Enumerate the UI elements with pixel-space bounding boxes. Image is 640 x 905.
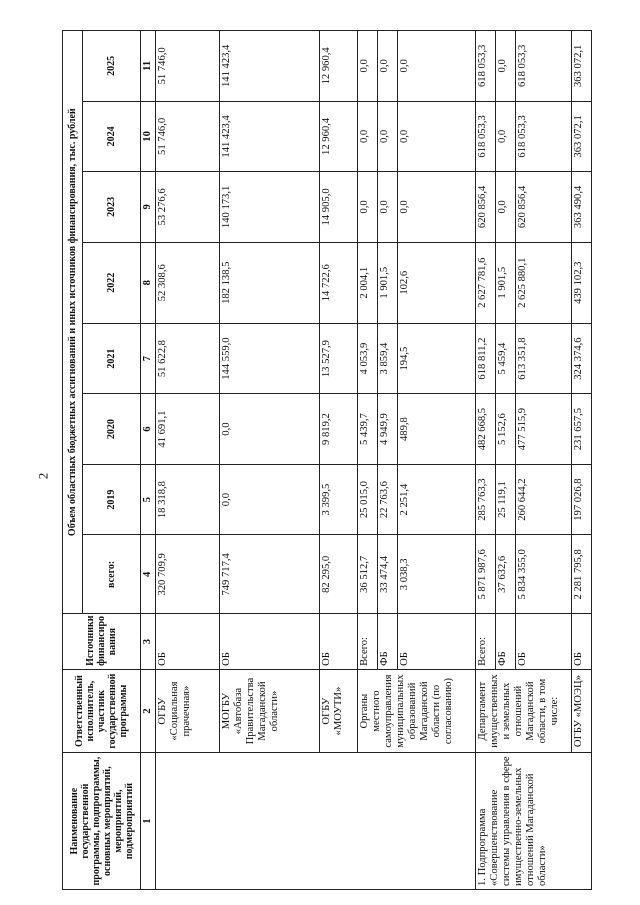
value-cell: 144 559,0 — [220, 323, 320, 394]
source-cell: ОБ — [516, 614, 572, 670]
value-cell: 5 871 987,6 — [476, 535, 496, 614]
value-cell: 140 173,1 — [220, 172, 320, 243]
executor-cell: ОГБУ «Социальная прачечная» — [156, 669, 220, 752]
page-number: 2 — [35, 472, 51, 480]
value-cell: 2 004,1 — [358, 242, 378, 323]
executor-cell: ОГБУ «МОУТИ» — [320, 669, 358, 752]
value-cell: 0,0 — [398, 101, 476, 172]
header-year: 2021 — [83, 323, 141, 394]
source-cell: Всего: — [476, 614, 496, 670]
header-year: 2025 — [83, 31, 141, 102]
table-row — [156, 31, 220, 890]
value-cell: 14 905,0 — [320, 172, 358, 243]
value-cell: 36 512,7 — [358, 535, 378, 614]
value-cell: 102,6 — [398, 242, 476, 323]
value-cell: 12 960,4 — [320, 31, 358, 102]
value-cell: 363 072,1 — [572, 101, 592, 172]
value-cell: 22 763,6 — [378, 464, 398, 535]
value-cell: 0,0 — [378, 172, 398, 243]
value-cell: 3 859,4 — [378, 323, 398, 394]
value-cell: 52 308,6 — [156, 242, 220, 323]
value-cell: 482 668,5 — [476, 394, 496, 465]
value-cell: 285 763,3 — [476, 464, 496, 535]
col-number: 5 — [141, 464, 156, 535]
executor-cell: МОГБУ «Автобаза Правительства Магаданской области» — [220, 669, 320, 752]
value-cell: 51 746,0 — [156, 101, 220, 172]
source-cell: ФБ — [378, 614, 398, 670]
value-cell: 613 351,8 — [516, 323, 572, 394]
value-cell: 14 722,6 — [320, 242, 358, 323]
value-cell: 0,0 — [358, 101, 378, 172]
value-cell: 0,0 — [496, 31, 516, 102]
value-cell: 3 038,3 — [398, 535, 476, 614]
header-year: 2024 — [83, 101, 141, 172]
header-funding: Объем областных бюджетных ассигнований и иных источников финансирования, тыс. рублей — [63, 31, 83, 614]
header-source: Источники финансиро вания — [63, 614, 141, 670]
value-cell: 477 515,9 — [516, 394, 572, 465]
col-number: 10 — [141, 101, 156, 172]
value-cell: 320 709,9 — [156, 535, 220, 614]
header-executor: Ответственный исполнитель, участник государственной программы — [63, 669, 141, 752]
value-cell: 194,5 — [398, 323, 476, 394]
value-cell: 0,0 — [398, 31, 476, 102]
value-cell: 12 960,4 — [320, 101, 358, 172]
value-cell: 33 474,4 — [378, 535, 398, 614]
header-year: 2019 — [83, 464, 141, 535]
value-cell: 9 819,2 — [320, 394, 358, 465]
value-cell: 0,0 — [358, 172, 378, 243]
value-cell: 4 949,9 — [378, 394, 398, 465]
column-number-row — [141, 31, 156, 890]
value-cell: 5 459,4 — [496, 323, 516, 394]
rotated-table-container — [62, 30, 592, 890]
source-cell: ОБ — [220, 614, 320, 670]
value-cell: 620 856,4 — [516, 172, 572, 243]
value-cell: 51 622,8 — [156, 323, 220, 394]
col-number: 9 — [141, 172, 156, 243]
col-number: 2 — [141, 669, 156, 752]
executor-cell: Департамент имущественных и земельных отношений Магаданской области, в том числе: — [476, 669, 572, 752]
col-number: 1 — [141, 753, 156, 890]
value-cell: 51 746,0 — [156, 31, 220, 102]
value-cell: 0,0 — [358, 31, 378, 102]
value-cell: 0,0 — [496, 101, 516, 172]
header-total: всего: — [83, 535, 141, 614]
value-cell: 618 053,3 — [516, 101, 572, 172]
value-cell: 2 627 781,6 — [476, 242, 496, 323]
executor-cell: Органы местного самоуправления муниципальных образований Магаданской области (по согласованию) — [358, 669, 476, 752]
header-year: 2023 — [83, 172, 141, 243]
value-cell: 0,0 — [378, 101, 398, 172]
source-cell: ОБ — [320, 614, 358, 670]
value-cell: 363 072,1 — [572, 31, 592, 102]
value-cell: 618 053,3 — [516, 31, 572, 102]
value-cell: 0,0 — [220, 394, 320, 465]
value-cell: 5 834 355,0 — [516, 535, 572, 614]
table-row — [476, 31, 496, 890]
value-cell: 618 053,3 — [476, 101, 496, 172]
value-cell: 82 295,0 — [320, 535, 358, 614]
col-number: 7 — [141, 323, 156, 394]
value-cell: 0,0 — [398, 172, 476, 243]
value-cell: 489,8 — [398, 394, 476, 465]
header-year: 2020 — [83, 394, 141, 465]
value-cell: 0,0 — [378, 31, 398, 102]
value-cell: 324 374,6 — [572, 323, 592, 394]
funding-table — [62, 30, 592, 890]
value-cell: 25 015,0 — [358, 464, 378, 535]
col-number: 4 — [141, 535, 156, 614]
value-cell: 182 138,5 — [220, 242, 320, 323]
value-cell: 37 632,6 — [496, 535, 516, 614]
col-number: 8 — [141, 242, 156, 323]
value-cell: 53 276,6 — [156, 172, 220, 243]
header-year: 2022 — [83, 242, 141, 323]
source-cell: ОБ — [156, 614, 220, 670]
value-cell: 18 318,8 — [156, 464, 220, 535]
value-cell: 363 490,4 — [572, 172, 592, 243]
value-cell: 3 399,5 — [320, 464, 358, 535]
value-cell: 25 119,1 — [496, 464, 516, 535]
value-cell: 1 901,5 — [496, 242, 516, 323]
value-cell: 4 053,9 — [358, 323, 378, 394]
value-cell: 2 281 795,8 — [572, 535, 592, 614]
value-cell: 2 625 880,1 — [516, 242, 572, 323]
source-cell: ФБ — [496, 614, 516, 670]
executor-cell: ОГБУ «МОЭЦ» — [572, 669, 592, 752]
value-cell: 439 102,3 — [572, 242, 592, 323]
value-cell: 141 423,4 — [220, 101, 320, 172]
program-name-cell — [156, 753, 476, 890]
value-cell: 260 644,2 — [516, 464, 572, 535]
value-cell: 618 053,3 — [476, 31, 496, 102]
col-number: 3 — [141, 614, 156, 670]
value-cell: 620 856,4 — [476, 172, 496, 243]
source-cell: Всего: — [358, 614, 378, 670]
value-cell: 5 439,7 — [358, 394, 378, 465]
value-cell: 0,0 — [220, 464, 320, 535]
value-cell: 618 811,2 — [476, 323, 496, 394]
subprogram-name-cell: 1. Подпрограмма «Совершенствование системы управления в сфере имущественно-земельных отношений Магаданской области» — [476, 753, 592, 890]
source-cell: ОБ — [572, 614, 592, 670]
source-cell: ОБ — [398, 614, 476, 670]
value-cell: 749 717,4 — [220, 535, 320, 614]
value-cell: 13 527,9 — [320, 323, 358, 394]
value-cell: 197 026,8 — [572, 464, 592, 535]
value-cell: 2 251,4 — [398, 464, 476, 535]
col-number: 11 — [141, 31, 156, 102]
header-name: Наименование государственной программы, подпрограммы, основных мероприятий, мероприятий, подмероприятий — [63, 753, 141, 890]
value-cell: 231 657,5 — [572, 394, 592, 465]
col-number: 6 — [141, 394, 156, 465]
value-cell: 5 152,6 — [496, 394, 516, 465]
value-cell: 141 423,4 — [220, 31, 320, 102]
value-cell: 41 691,1 — [156, 394, 220, 465]
value-cell: 0,0 — [496, 172, 516, 243]
value-cell: 1 901,5 — [378, 242, 398, 323]
